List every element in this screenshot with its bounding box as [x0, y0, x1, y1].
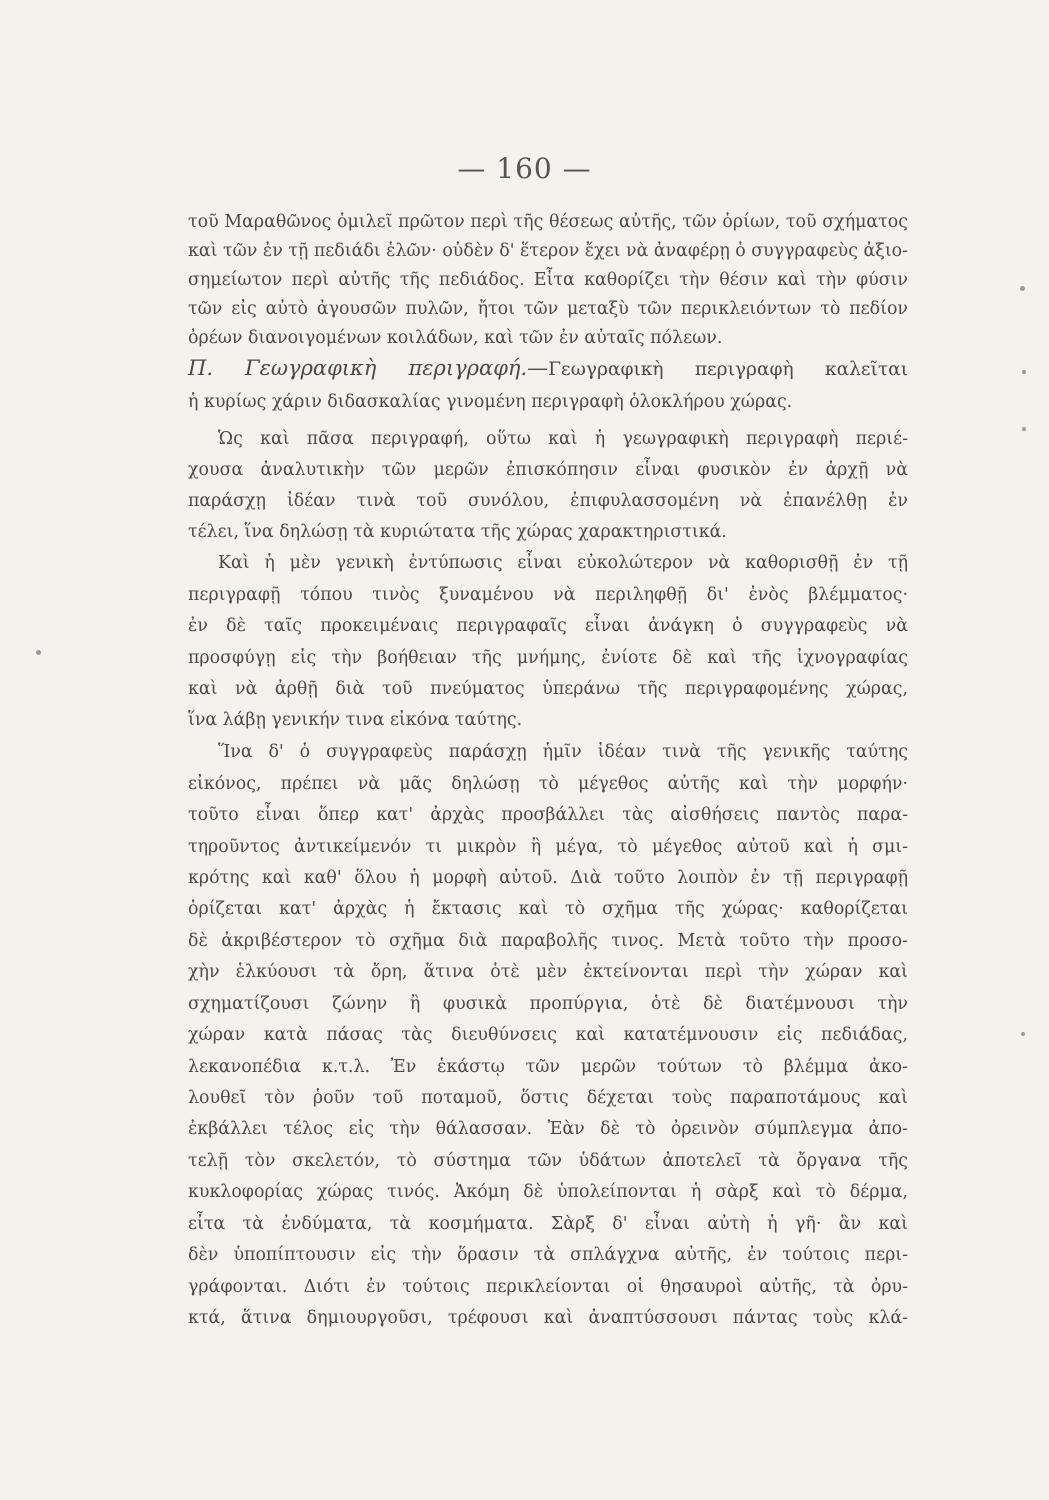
- text-line: Ὡς καὶ πᾶσα περιγραφή, οὕτω καὶ ἡ γεωγραφικὴ περιγραφὴ περιέ-: [218, 429, 908, 449]
- text-line: ἡ κυρίως χάριν διδασκαλίας γινομένη περιγραφὴ ὁλοκλήρου χώρας.: [188, 392, 793, 412]
- text-line: γράφονται. Διότι ἐν τούτοις περικλείονται οἱ θησαυροὶ αὐτῆς, τὰ ὀρυ-: [188, 1277, 908, 1297]
- text-line: ἐκβάλλει τέλος εἰς τὴν θάλασσαν. Ἐὰν δὲ τὸ ὀρεινὸν σύμπλεγμα ἀπο-: [188, 1119, 908, 1139]
- text-line: εἰκόνος, πρέπει νὰ μᾶς δηλώσῃ τὸ μέγεθος αὐτῆς καὶ τὴν μορφήν·: [188, 774, 908, 794]
- text-line: τοῦ Μαραθῶνος ὁμιλεῖ πρῶτον περὶ τῆς θέσεως αὐτῆς, τῶν ὁρίων, τοῦ σχήματος: [188, 212, 908, 232]
- text-line: τελῇ τὸν σκελετόν, τὸ σύστημα τῶν ὑδάτων ἀποτελεῖ τὰ ὄργανα τῆς: [188, 1151, 908, 1171]
- paper-speck: [1022, 427, 1026, 431]
- text-line: Καὶ ἡ μὲν γενικὴ ἐντύπωσις εἶναι εὐκολώτερον νὰ καθορισθῇ ἐν τῇ: [218, 553, 908, 573]
- text-line: καὶ τῶν ἐν τῇ πεδιάδι ἑλῶν· οὐδὲν δ' ἕτερον ἔχει νὰ ἀναφέρῃ ὁ συγγραφεὺς ἀξιο-: [188, 241, 908, 261]
- text-line: χουσα ἀναλυτικὴν τῶν μερῶν ἐπισκόπησιν εἶναι φυσικὸν ἐν ἀρχῇ νὰ: [188, 460, 908, 480]
- paper-speck: [1020, 286, 1025, 291]
- text-line: ὀρέων διανοιγομένων κοιλάδων, καὶ τῶν ἐν αὐταῖς πόλεων.: [188, 328, 723, 348]
- text-line: καὶ νὰ ἀρθῇ διὰ τοῦ πνεύματος ὑπεράνω τῆς περιγραφομένης χώρας,: [188, 679, 908, 699]
- text-line: δὲ ἀκριβέστερον τὸ σχῆμα διὰ παραβολῆς τινος. Μετὰ τοῦτο τὴν προσο-: [188, 931, 908, 951]
- text-line: τοῦτο εἶναι ὅπερ κατ' ἀρχὰς προσβάλλει τὰς αἰσθήσεις παντὸς παρα-: [188, 805, 908, 825]
- text-line: κυκλοφορίας χώρας τινός. Ἀκόμη δὲ ὑπολείπονται ἡ σὰρξ καὶ τὸ δέρμα,: [188, 1182, 908, 1202]
- text-line: ἐν δὲ ταῖς προκειμέναις περιγραφαῖς εἶναι ἀνάγκη ὁ συγγραφεὺς νὰ: [188, 616, 908, 636]
- text-line: προσφύγῃ εἰς τὴν βοήθειαν τῆς μνήμης, ἐνίοτε δὲ καὶ τῆς ἰχνογραφίας: [188, 648, 908, 668]
- text-run: Γεωγραφικὴ περιγραφὴ καλεῖται: [548, 359, 908, 380]
- paper-speck: [1022, 370, 1026, 374]
- text-line: δὲν ὑποπίπτουσιν εἰς τὴν ὅρασιν τὰ σπλάγχνα αὐτῆς, ἐν τούτοις περι-: [188, 1245, 908, 1265]
- text-line: περιγραφῇ τόπου τινὸς ξυναμένου νὰ περιληφθῇ δι' ἑνὸς βλέμματος·: [188, 585, 908, 605]
- text-line: χώραν κατὰ πάσας τὰς διευθύνσεις καὶ κατατέμνουσιν εἰς πεδιάδας,: [188, 1025, 908, 1045]
- text-line: παράσχῃ ἰδέαν τινὰ τοῦ συνόλου, ἐπιφυλασσομένη νὰ ἐπανέλθῃ ἐν: [188, 491, 908, 511]
- text-line: λεκανοπέδια κ.τ.λ. Ἐν ἑκάστῳ τῶν μερῶν τούτων τὸ βλέμμα ἀκο-: [188, 1057, 908, 1077]
- text-line: σχηματίζουσι ζώνην ἢ φυσικὰ προπύργια, ὁτὲ δὲ διατέμνουσι τὴν: [188, 994, 908, 1014]
- page-number: — 160 —: [457, 152, 592, 185]
- text-line: σημείωτον περὶ αὐτῆς τῆς πεδιάδος. Εἶτα καθορίζει τὴν θέσιν καὶ τὴν φύσιν: [188, 270, 908, 290]
- section-heading-line: [188, 357, 908, 381]
- text-line: χὴν ἑλκύουσι τὰ ὄρη, ἅτινα ὁτὲ μὲν ἐκτείνονται περὶ τὴν χώραν καὶ: [188, 962, 908, 982]
- text-line: τηροῦντος ἀντικείμενόν τι μικρὸν ἢ μέγα, τὸ μέγεθος αὐτοῦ καὶ ἡ σμι-: [188, 837, 908, 857]
- text-line: κτά, ἅτινα δημιουργοῦσι, τρέφουσι καὶ ἀναπτύσσουσι πάντας τοὺς κλά-: [188, 1308, 908, 1328]
- section-heading: Π. Γεωγραφικὴ περιγραφή.—: [188, 356, 549, 380]
- text-line: λουθεῖ τὸν ῥοῦν τοῦ ποταμοῦ, ὅστις δέχεται τοὺς παραποτάμους καὶ: [188, 1088, 908, 1108]
- text-line: Ἵνα δ' ὁ συγγραφεὺς παράσχῃ ἡμῖν ἰδέαν τινὰ τῆς γενικῆς ταύτης: [218, 742, 908, 762]
- text-line: κρότης καὶ καθ' ὅλου ἡ μορφὴ αὐτοῦ. Διὰ τοῦτο λοιπὸν ἐν τῇ περιγραφῇ: [188, 868, 908, 888]
- paper-speck: [36, 650, 41, 655]
- paper-speck: [1021, 1032, 1025, 1036]
- text-line: ἵνα λάβῃ γενικήν τινα εἰκόνα ταύτης.: [188, 710, 523, 730]
- text-line: εἶτα τὰ ἐνδύματα, τὰ κοσμήματα. Σὰρξ δ' εἶναι αὐτὴ ἡ γῆ· ἂν καὶ: [188, 1214, 908, 1234]
- text-line: ὁρίζεται κατ' ἀρχὰς ἡ ἔκτασις καὶ τὸ σχῆμα τῆς χώρας· καθορίζεται: [188, 899, 908, 919]
- text-line: τῶν εἰς αὐτὸ ἀγουσῶν πυλῶν, ἤτοι τῶν μεταξὺ τῶν περικλειόντων τὸ πεδίον: [188, 299, 908, 319]
- text-line: τέλει, ἵνα δηλώσῃ τὰ κυριώτατα τῆς χώρας χαρακτηριστικά.: [188, 522, 727, 542]
